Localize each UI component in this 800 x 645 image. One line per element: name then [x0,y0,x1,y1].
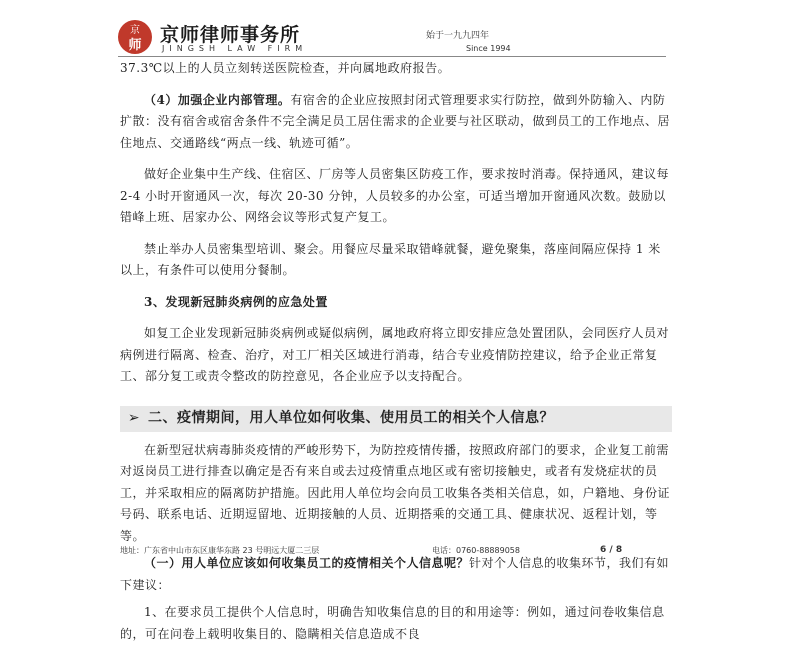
section-2-heading [120,406,672,432]
paragraph-temperature: 37.3℃以上的人员立刻转送医院检查，并向属地政府报告。 [120,61,451,75]
firm-name-en: JINGSH LAW FIRM [162,44,308,53]
paragraph-internal-management [120,90,672,155]
arrow-bullet-icon: ➢ [127,409,141,426]
paragraph-advice-1: 1、在要求员工提供个人信息时，明确告知收集信息的目的和用途等：例如，通过问卷收集信息的，可在问卷上载明收集目的、隐瞒相关信息造成不良 [120,605,665,641]
letterhead [118,20,678,56]
page-number: 6 / 8 [600,545,623,555]
paragraph-emergency: 如复工企业发现新冠肺炎病例或疑似病例，属地政府将立即安排应急处置团队，会同医疗人员对病例进行隔离、检查、治疗，对工厂相关区域进行消毒，结合专业疫情防控建议，给予企业正常复工、部分复工或责令整改的防控意见，各企业应予以支持配合。 [120,326,670,383]
spacer [120,282,672,292]
paragraph-density-areas: 做好企业集中生产线、住宿区、厂房等人员密集区防疫工作，要求按时消毒。保持通风，建议每 2-4 小时开窗通风一次，每次 20-30 分钟，人员较多的办公室，可适当增加开窗通风次数。鼓励以错峰上班、居家办公、网络会议等形式复产复工。 [120,167,670,224]
spacer [120,313,672,323]
section-2-title: 二、疫情期间，用人单位如何收集、使用员工的相关个人信息？ [148,409,554,426]
firm-logo [118,20,152,54]
subsection-4-title: （4）加强企业内部管理。 [144,92,291,107]
since-cn: 始于一九九四年 [426,31,490,41]
spacer [120,154,672,164]
firm-name-cn: 京师律师事务所 [160,24,301,46]
page-footer [120,545,672,559]
question-1-title: （一）用人单位应该如何收集员工的疫情相关个人信息呢？ [144,556,470,570]
logo-char-2: 师 [128,38,142,53]
logo-char-1: 京 [130,25,140,36]
paragraph-question-1 [120,553,672,596]
spacer [120,80,672,90]
footer-address: 地址：广东省中山市东区康华东路 23 号明远大厦二三层 [120,546,320,555]
spacer [120,229,672,239]
paragraph-collection-context: 在新型冠状病毒肺炎疫情的严峻形势下，为防控疫情传播，按照政府部门的要求，企业复工前需对返岗员工进行排查以确定是否有来自或去过疫情重点地区或有密切接触史，或者有发烧症状的员工，并采取相应的隔离防护措施。因此用人单位均会向员工收集各类相关信息，如，户籍地、身份证号码、联系电话、近期逗留地、近期接触的人员、近期搭乘的交通工具、健康状况、返程计划，等等。 [120,442,671,543]
since-en: Since 1994 [466,44,511,53]
header-rule [118,56,666,57]
subsection-4-text: 有宿舍的企业应按照封闭式管理要求实行防控，做到外防输入、内防扩散：没有宿舍或宿舍条件不完全满足员工居住需求的企业要与社区联动，做到员工的工作地点、居住地点、交通路线“两点一线、轨迹可循”。 [120,92,671,150]
paragraph-gathering: 禁止举办人员密集型培训、聚会。用餐应尽量采取错峰就餐，避免聚集，落座间隔应保持 1 米以上，有条件可以使用分餐制。 [120,241,661,277]
footer-phone: 电话：0760-88889058 [432,546,520,555]
question-1-text: 针对个人信息的收集环节，我们有如下建议： [120,556,670,592]
subsection-3-title: 3、发现新冠肺炎病例的应急处置 [144,294,328,309]
